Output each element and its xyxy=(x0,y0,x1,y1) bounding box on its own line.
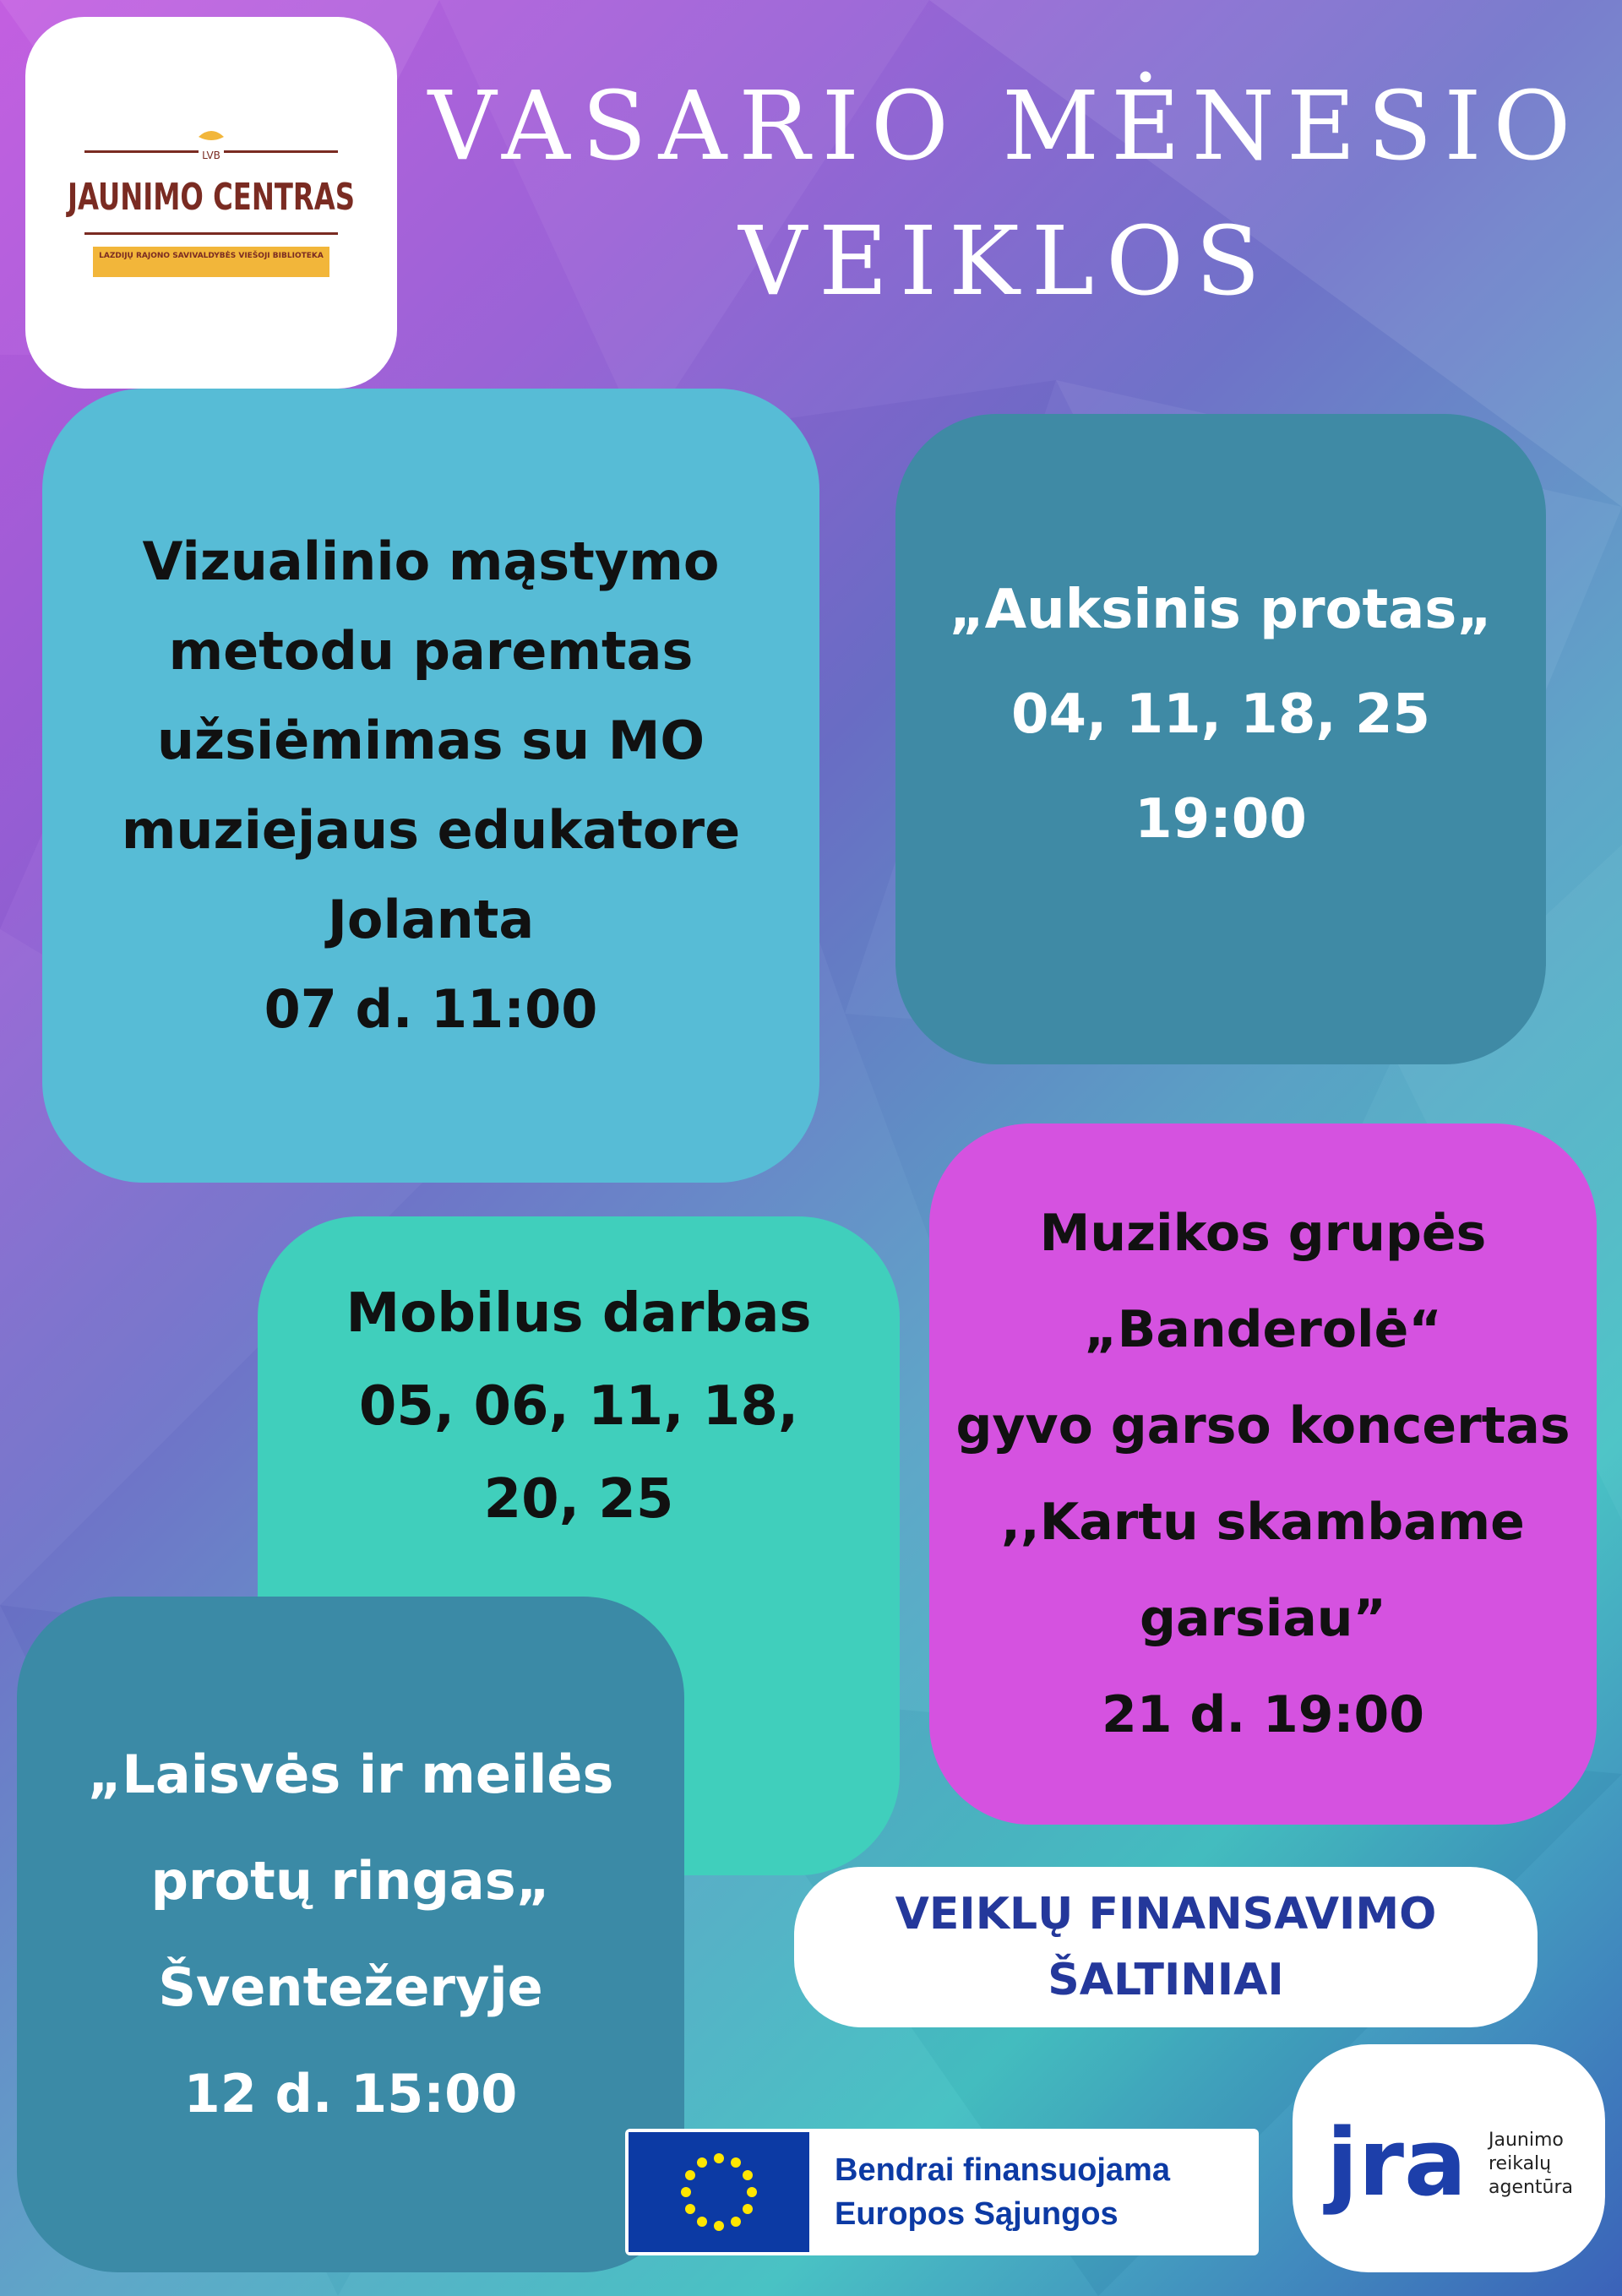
logo-subtitle: LAZDIJŲ RAJONO SAVIVALDYBĖS VIEŠOJI BIBLIOTEKA xyxy=(99,252,324,260)
event-line: muziejaus edukatore xyxy=(121,799,741,861)
event-dates: 04, 11, 18, 25 xyxy=(1010,683,1431,746)
eu-line-2: Europos Sąjungos xyxy=(835,2196,1119,2232)
event-date: 21 d. 19:00 xyxy=(1101,1685,1424,1744)
event-date: 12 d. 15:00 xyxy=(183,2063,518,2125)
event-title: Mobilus darbas xyxy=(346,1282,812,1345)
logo-rule-bottom xyxy=(84,232,338,235)
event-card-auksinis-protas xyxy=(895,414,1546,1064)
eu-flag-icon xyxy=(629,2132,809,2252)
jra-line-3: agentūra xyxy=(1489,2177,1574,2198)
funding-sources-label xyxy=(794,1867,1538,2027)
event-line: Vizualinio mąstymo xyxy=(142,530,720,592)
event-line: „Banderolė“ xyxy=(1084,1300,1442,1359)
event-date: 07 d. 11:00 xyxy=(264,978,598,1040)
jra-logo-graphic xyxy=(1293,2044,1605,2272)
event-card-banderole-concert xyxy=(929,1124,1597,1825)
jra-line-1: Jaunimo xyxy=(1489,2130,1564,2151)
event-line: gyvo garso koncertas xyxy=(955,1396,1570,1455)
eu-text xyxy=(835,2148,1170,2236)
eu-cofunding-badge xyxy=(625,2129,1259,2255)
title-line-1: VASARIO MĖNESIO xyxy=(427,72,1583,182)
event-card-protu-ringas xyxy=(17,1597,684,2272)
eu-line-1: Bendrai finansuojama xyxy=(835,2152,1170,2188)
event-title: „Auksinis protas„ xyxy=(949,579,1493,641)
event-title: protų ringas„ xyxy=(150,1850,551,1912)
logo-rule-right xyxy=(224,150,338,153)
event-dates: 20, 25 xyxy=(483,1468,674,1531)
page-title xyxy=(406,59,1605,329)
event-line: ,,Kartu skambame xyxy=(1001,1493,1525,1552)
logo-name: JAUNIMO CENTRAS xyxy=(65,176,355,219)
title-line-2: VEIKLOS xyxy=(738,207,1272,317)
event-dates: 05, 06, 11, 18, xyxy=(358,1375,799,1438)
event-line: Jolanta xyxy=(327,889,535,950)
jra-line-2: reikalų xyxy=(1489,2153,1552,2174)
jaunimo-centras-logo xyxy=(25,17,397,389)
event-location: Šventežeryje xyxy=(158,1956,543,2018)
logo-rule-left xyxy=(84,150,199,153)
funding-line-2: ŠALTINIAI xyxy=(1048,1955,1284,2005)
event-line: užsiėmimas su MO xyxy=(156,710,705,771)
event-time: 19:00 xyxy=(1135,788,1307,851)
event-line: metodu paremtas xyxy=(168,620,694,682)
event-line: garsiau” xyxy=(1140,1589,1386,1648)
funding-line-1: VEIKLŲ FINANSAVIMO xyxy=(895,1889,1437,1940)
event-card-visual-thinking xyxy=(42,389,819,1183)
logo-leaf-icon xyxy=(199,131,224,140)
jra-mark: jra xyxy=(1326,2108,1467,2217)
event-line: Muzikos grupės xyxy=(1039,1204,1487,1263)
jaunimo-reikalu-agentura-logo xyxy=(1293,2044,1605,2272)
event-title: „Laisvės ir meilės xyxy=(87,1744,614,1805)
logo-graphic xyxy=(25,17,397,389)
logo-top-text: LVB xyxy=(202,150,220,161)
